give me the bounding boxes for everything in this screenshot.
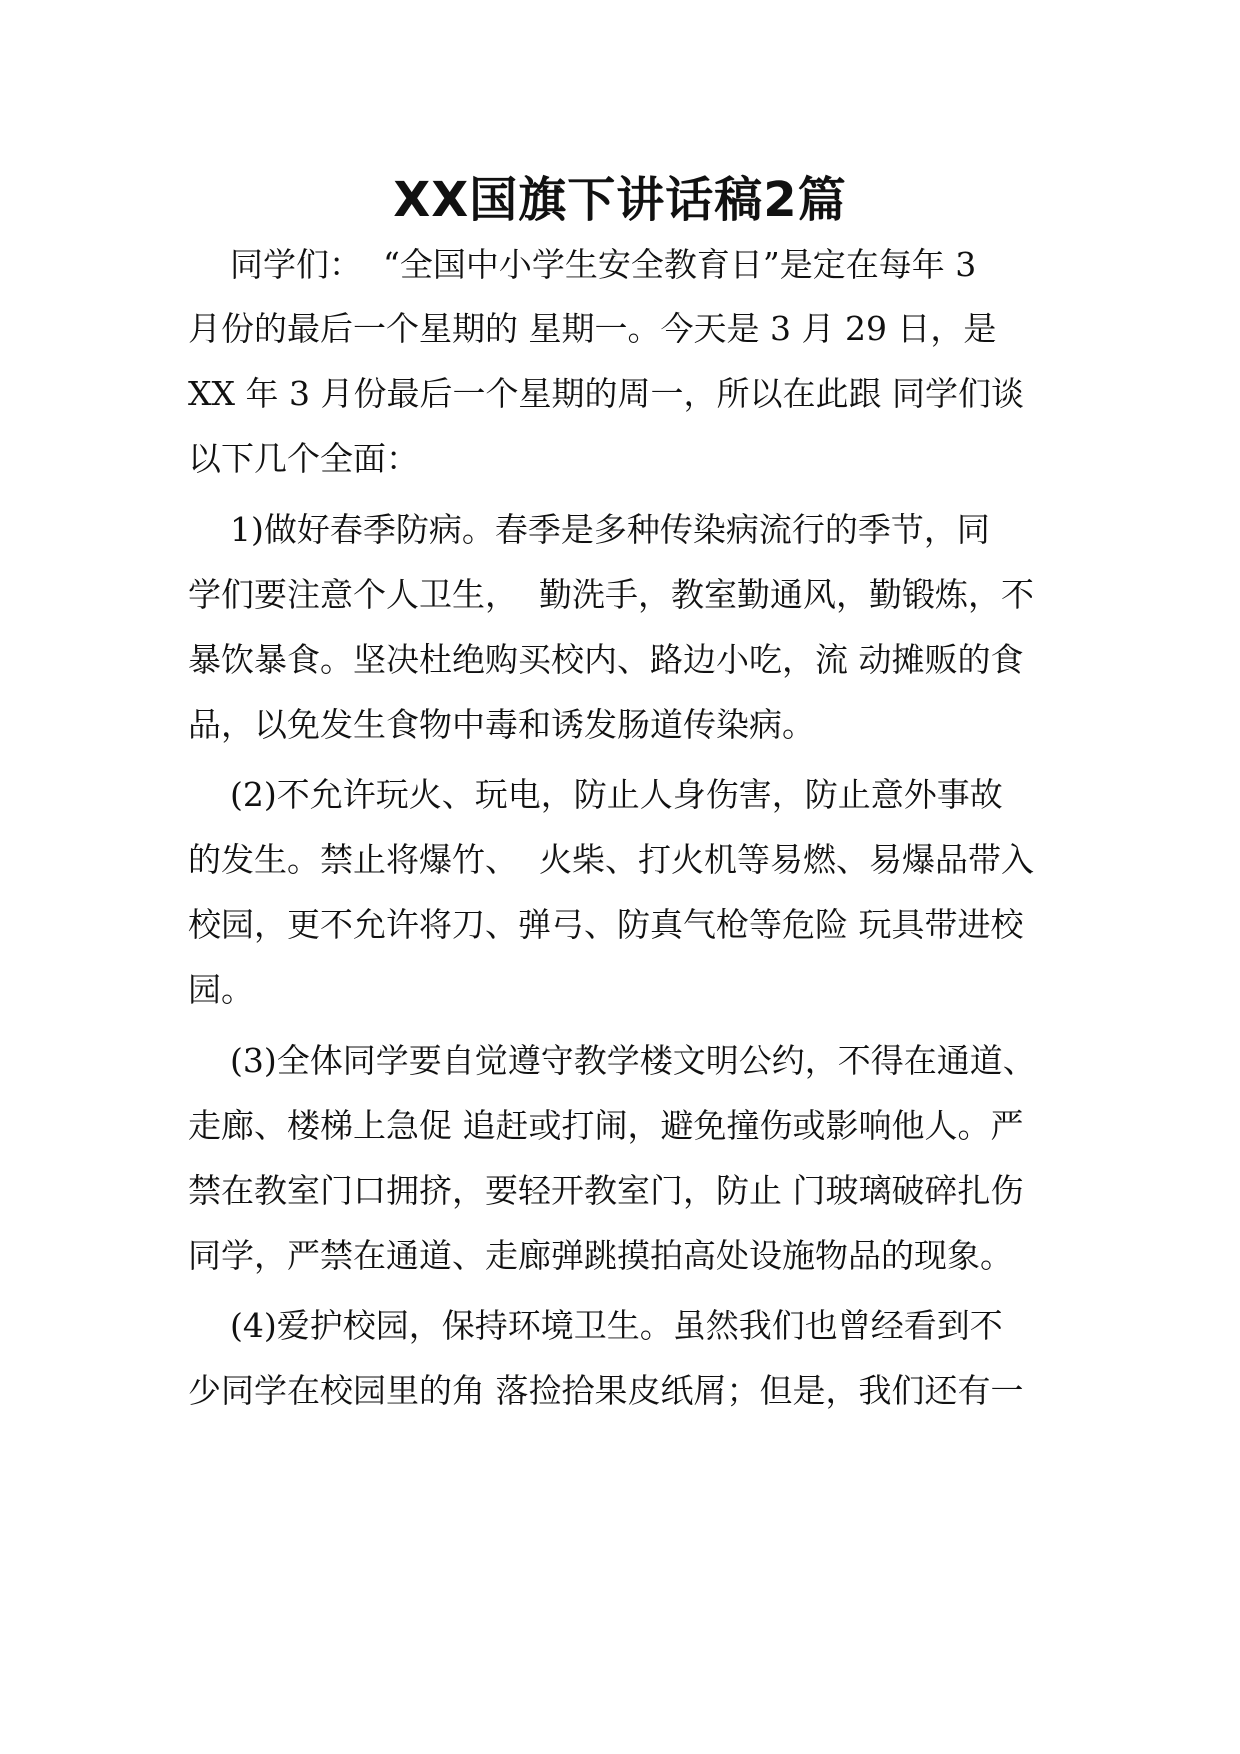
body-line-8: 品，以免发生食物中毒和诱发肠道传染病。 xyxy=(188,705,815,744)
body-line-11: 校园，更不允许将刀、弹弓、防真气枪等危险 玩具带进校 xyxy=(188,905,1024,944)
body-line-15: 禁在教室门口拥挤，要轻开教室门，防止 门玻璃破碎扎伤 xyxy=(188,1171,1024,1210)
body-line-17: (4)爱护校园，保持环境卫生。虽然我们也曾经看到不 xyxy=(230,1306,1003,1345)
body-line-14: 走廊、楼梯上急促 追赶或打闹，避免撞伤或影响他人。严 xyxy=(188,1106,1024,1145)
body-line-6: 学们要注意个人卫生， 勤洗手，教室勤通风，勤锻炼，不 xyxy=(188,575,1034,614)
body-line-9: (2)不允许玩火、玩电，防止人身伤害，防止意外事故 xyxy=(230,775,1003,814)
body-line-13: (3)全体同学要自觉遵守教学楼文明公约，不得在通道、 xyxy=(230,1041,1036,1080)
body-line-18: 少同学在校园里的角 落捡拾果皮纸屑；但是，我们还有一 xyxy=(188,1371,1024,1410)
body-line-10: 的发生。禁止将爆竹、 火柴、打火机等易燃、易爆品带入 xyxy=(188,840,1034,879)
body-line-12: 园。 xyxy=(188,970,254,1009)
body-line-1: 同学们： “全国中小学生安全教育日”是定在每年 3 xyxy=(230,245,977,284)
body-line-5: 1)做好春季防病。春季是多种传染病流行的季节，同 xyxy=(230,510,990,549)
body-line-2: 月份的最后一个星期的 星期一。今天是 3 月 29 日，是 xyxy=(188,309,997,348)
body-line-3: XX 年 3 月份最后一个星期的周一，所以在此跟 同学们谈 xyxy=(188,374,1024,413)
document-title: XX国旗下讲话稿2篇 xyxy=(393,172,847,228)
body-line-7: 暴饮暴食。坚决杜绝购买校内、路边小吃，流 动摊贩的食 xyxy=(188,640,1024,679)
body-line-4: 以下几个全面： xyxy=(188,439,419,478)
body-line-16: 同学，严禁在通道、走廊弹跳摸拍高处设施物品的现象。 xyxy=(188,1236,1013,1275)
